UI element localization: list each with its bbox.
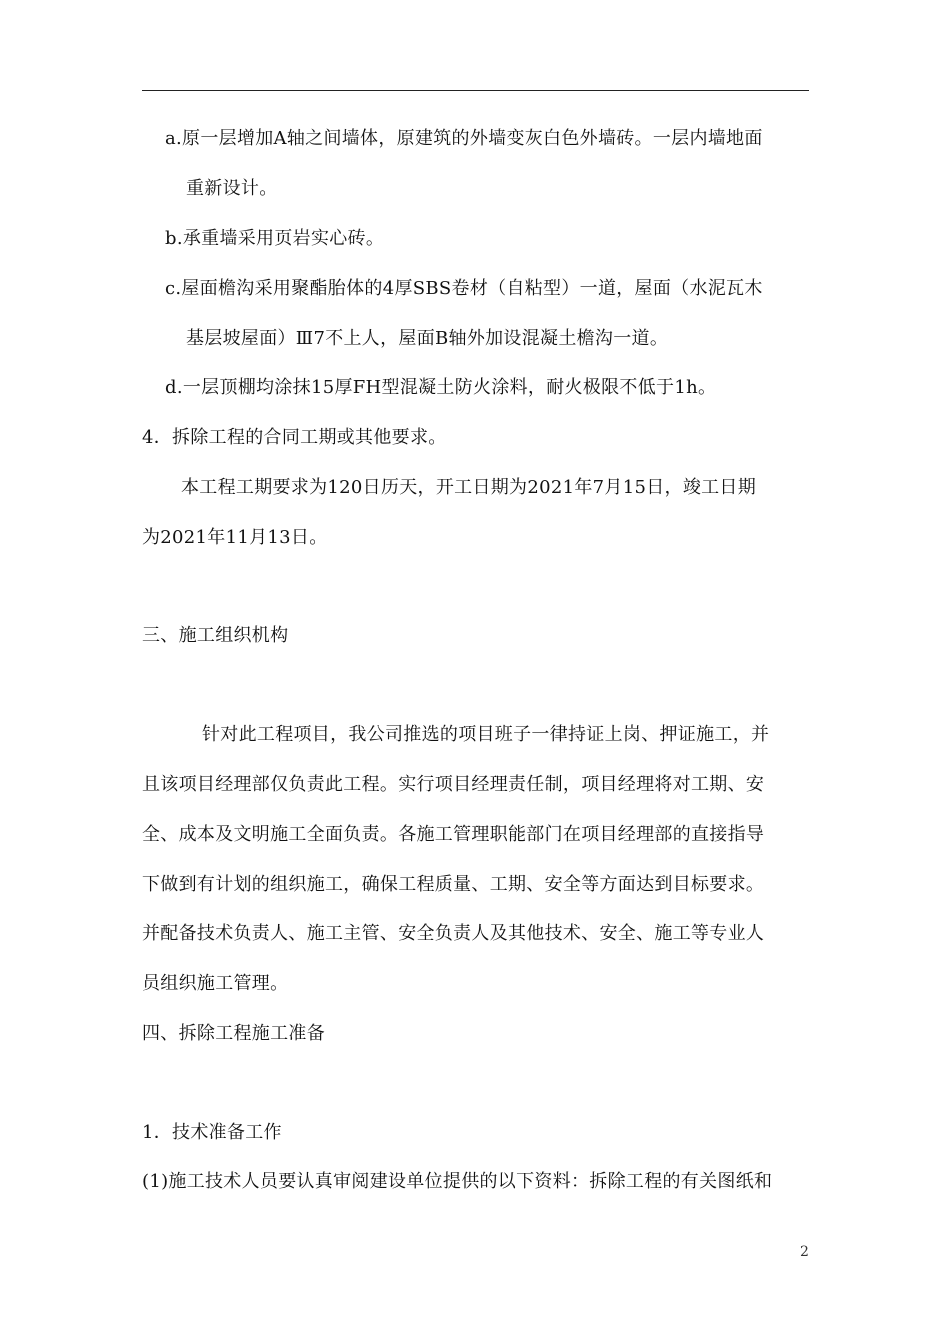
paragraph-line: (1)施工技术人员要认真审阅建设单位提供的以下资料：拆除工程的有关图纸和 — [142, 1171, 773, 1192]
paragraph-line: 基层坡屋面）Ⅲ7不上人，屋面B轴外加设混凝土檐沟一道。 — [186, 328, 669, 349]
paragraph-line: d.一层顶棚均涂抹15厚FH型混凝土防火涂料，耐火极限不低于1h。 — [165, 377, 717, 398]
paragraph-line: 针对此工程项目，我公司推选的项目班子一律持证上岗、押证施工，并 — [202, 724, 770, 745]
paragraph-line: 本工程工期要求为120日历天，开工日期为2021年7月15日，竣工日期 — [181, 477, 757, 498]
paragraph-line: 重新设计。 — [186, 178, 278, 199]
paragraph-line: a.原一层增加A轴之间墙体，原建筑的外墙变灰白色外墙砖。一层内墙地面 — [165, 128, 763, 149]
paragraph-line: 全、成本及文明施工全面负责。各施工管理职能部门在项目经理部的直接指导 — [142, 824, 765, 845]
page-number: 2 — [800, 1244, 809, 1260]
paragraph-line: 为2021年11月13日。 — [142, 527, 328, 548]
section-heading: 四、拆除工程施工准备 — [142, 1023, 325, 1044]
paragraph-line: 下做到有计划的组织施工，确保工程质量、工期、安全等方面达到目标要求。 — [142, 874, 765, 895]
paragraph-line: c.屋面檐沟采用聚酯胎体的4厚SBS卷材（自粘型）一道，屋面（水泥瓦木 — [165, 278, 763, 299]
paragraph-line: 且该项目经理部仅负责此工程。实行项目经理责任制，项目经理将对工期、安 — [142, 774, 765, 795]
paragraph-line: 员组织施工管理。 — [142, 973, 289, 994]
header-rule — [142, 90, 809, 91]
paragraph-line: 并配备技术负责人、施工主管、安全负责人及其他技术、安全、施工等专业人 — [142, 923, 765, 944]
section-heading: 4．拆除工程的合同工期或其他要求。 — [142, 427, 447, 448]
section-heading: 三、施工组织机构 — [142, 625, 289, 646]
paragraph-line: b.承重墙采用页岩实心砖。 — [165, 228, 385, 249]
subsection-heading: 1．技术准备工作 — [142, 1122, 282, 1143]
